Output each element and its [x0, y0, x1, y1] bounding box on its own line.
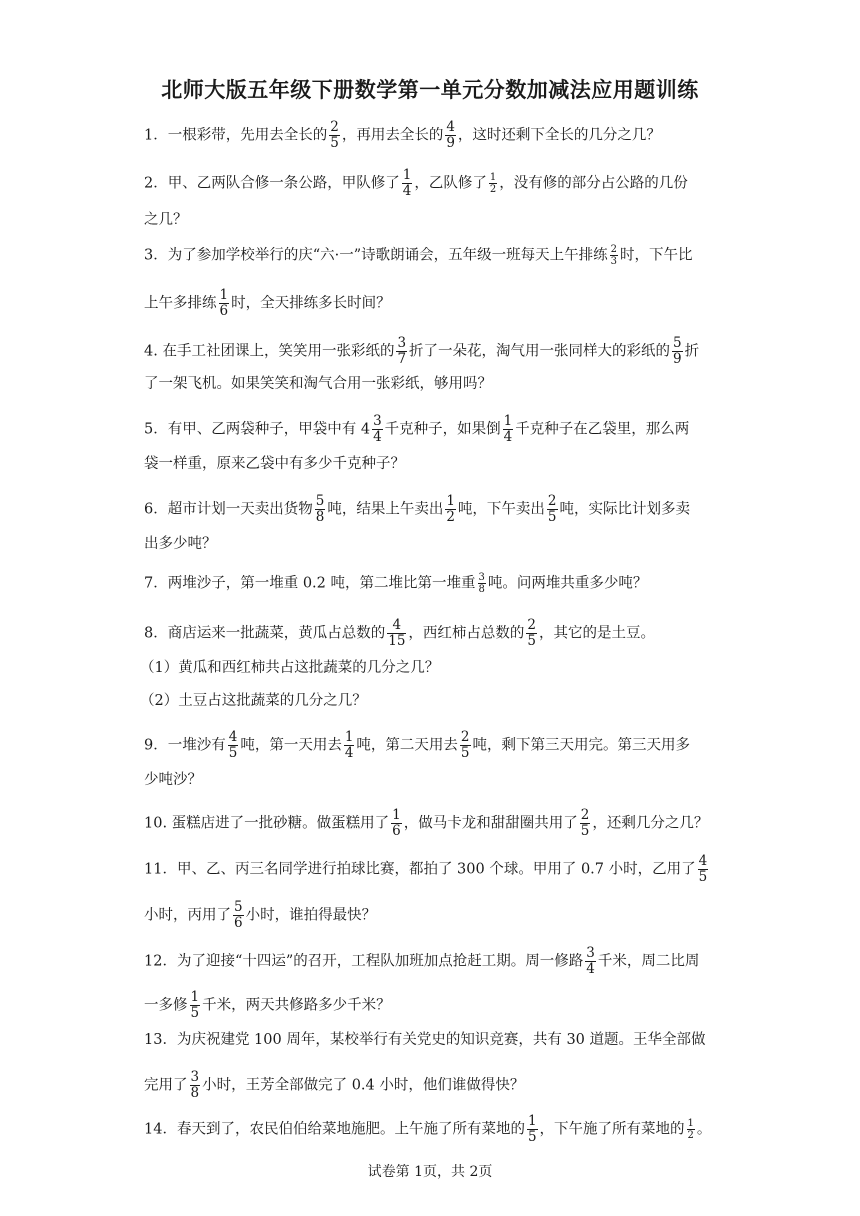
- fraction: [580, 808, 591, 839]
- text-run: 吨，实际比计划多卖: [559, 501, 691, 518]
- denominator: 6: [219, 303, 229, 319]
- denominator: 5: [580, 823, 590, 839]
- fraction: [315, 494, 326, 525]
- fraction: [329, 120, 340, 151]
- problem-6: [144, 494, 722, 525]
- denominator: 4: [586, 961, 595, 977]
- denominator: 4: [402, 183, 412, 199]
- fraction: [387, 618, 406, 649]
- fraction: [344, 730, 355, 761]
- text-run: 一多修: [144, 997, 188, 1014]
- numerator: 1: [190, 989, 200, 1005]
- numerator: 5: [673, 335, 682, 351]
- text-run: 时，下午比: [620, 247, 693, 264]
- denominator: 5: [527, 633, 537, 649]
- numerator: 4: [228, 729, 238, 745]
- numerator: 1: [402, 167, 412, 183]
- denominator: 5: [330, 135, 339, 151]
- problem-12: [144, 946, 722, 977]
- fraction: [219, 288, 230, 319]
- numerator: 3: [397, 335, 407, 351]
- problem-4: [144, 336, 722, 367]
- numerator: 3: [373, 413, 382, 429]
- text-run: 7．两堆沙子，第一堆重 0.2 吨，第二堆比第一堆重: [144, 575, 476, 592]
- fraction: [503, 414, 514, 445]
- text-run: 千米，两天共修路多少千米？: [202, 997, 391, 1014]
- denominator: 6: [392, 823, 401, 839]
- denominator: 4: [373, 429, 382, 445]
- fraction: [585, 946, 596, 977]
- denominator: 5: [527, 1129, 537, 1145]
- page-title: 北师大版五年级下册数学第一单元分数加减法应用题训练: [161, 78, 699, 102]
- text-run: ，其它的是土豆。: [539, 625, 656, 642]
- text-run: 吨，第一天用去: [240, 737, 342, 754]
- problem-9-line-2: 少吨沙？: [144, 772, 202, 788]
- text-run: 折: [684, 343, 700, 360]
- problem-14: [144, 1114, 722, 1145]
- text-run: ，乙队修了: [414, 175, 487, 192]
- text-run: 上午多排练: [144, 295, 217, 312]
- denominator: 8: [478, 584, 485, 595]
- denominator: 5: [190, 1005, 200, 1021]
- page-footer: 试卷第 1页，共 2页: [367, 1164, 493, 1180]
- denominator: 8: [315, 509, 325, 525]
- problem-11-line-2: [144, 900, 722, 931]
- numerator: 2: [527, 617, 537, 633]
- fraction: [460, 730, 471, 761]
- numerator: 1: [219, 287, 229, 303]
- text-run: 吨，结果上午卖出: [327, 501, 444, 518]
- problem-13: 13．为庆祝建党 100 周年，某校举行有关党史的知识竞赛，共有 30 道题。王华全部做: [144, 1032, 706, 1048]
- text-run: ，做马卡龙和甜甜圈共用了: [403, 815, 578, 832]
- denominator: 5: [547, 509, 557, 525]
- denominator: 6: [234, 915, 243, 931]
- numerator: 3: [190, 1069, 200, 1085]
- problem-10: [144, 808, 722, 839]
- problem-8-question-1: （1）黄瓜和西红柿共占这批蔬菜的几分之几？: [140, 660, 440, 676]
- numerator: 3: [478, 572, 485, 583]
- text-run: 折了一朵花，淘气用一张同样大的彩纸的: [409, 343, 671, 360]
- text-run: 。: [696, 1121, 712, 1138]
- numerator: 1: [503, 413, 513, 429]
- numerator: 2: [580, 807, 590, 823]
- numerator: 5: [315, 493, 325, 509]
- numerator: 5: [234, 899, 243, 915]
- numerator: 1: [489, 172, 497, 183]
- text-run: ，再用去全长的: [341, 127, 444, 144]
- denominator: 4: [344, 745, 354, 761]
- numerator: 2: [547, 493, 557, 509]
- denominator: 5: [460, 745, 470, 761]
- denominator: 5: [698, 869, 708, 885]
- numerator: 4: [446, 119, 455, 135]
- text-run: 1．一根彩带，先用去全长的: [144, 127, 328, 144]
- problem-8: [144, 618, 722, 649]
- fraction: [372, 414, 383, 445]
- fraction: [396, 336, 407, 367]
- numerator: 1: [527, 1113, 537, 1129]
- denominator: 7: [397, 351, 407, 367]
- fraction: [402, 168, 413, 199]
- text-run: 3．为了参加学校举行的庆“六·一”诗歌朗诵会，五年级一班每天上午排练: [144, 247, 608, 264]
- denominator: 9: [446, 135, 455, 151]
- denominator: 2: [687, 1130, 694, 1141]
- text-run: 10. 蛋糕店进了一批砂糖。做蛋糕用了: [144, 815, 390, 832]
- problem-3-line-2: [144, 288, 722, 319]
- numerator: 4: [387, 618, 406, 634]
- text-run: ，还剩几分之几？: [592, 815, 709, 832]
- text-run: ，这时还剩下全长的几分之几？: [457, 127, 661, 144]
- text-run: 吨。问两堆共重多少吨？: [487, 575, 648, 592]
- problem-5: [144, 414, 722, 445]
- fraction: [672, 336, 683, 367]
- problem-5-line-2: 袋一样重，原来乙袋中有多少千克种子？: [144, 456, 405, 472]
- problem-2: [144, 168, 722, 199]
- denominator: 3: [610, 256, 618, 267]
- denominator: 2: [489, 184, 497, 195]
- fraction: [527, 1114, 538, 1145]
- denominator: 2: [446, 509, 455, 525]
- problem-8-question-2: （2）土豆占这批蔬菜的几分之几？: [140, 693, 367, 709]
- text-run: 千克种子，如果倒: [384, 421, 501, 438]
- fraction: [445, 494, 456, 525]
- text-run: 12．为了迎接“十四运”的召开，工程队加班加点抢赶工期。周一修路: [144, 953, 584, 970]
- text-run: 完用了: [144, 1077, 188, 1094]
- fraction: [190, 1070, 201, 1101]
- fraction: [489, 172, 497, 195]
- text-run: 2．甲、乙两队合修一条公路，甲队修了: [144, 175, 400, 192]
- fraction: [391, 808, 402, 839]
- problem-12-line-2: [144, 990, 722, 1021]
- numerator: 3: [586, 945, 595, 961]
- text-run: 4. 在手工社团课上，笑笑用一张彩纸的: [144, 343, 395, 360]
- text-run: ，西红柿占总数的: [408, 625, 525, 642]
- fraction: [233, 900, 244, 931]
- denominator: 5: [228, 745, 238, 761]
- fraction: [526, 618, 537, 649]
- numerator: 1: [392, 807, 401, 823]
- problem-2-line-2: 之几？: [144, 212, 188, 228]
- problem-13-line-2: [144, 1070, 722, 1101]
- numerator: 1: [446, 493, 455, 509]
- denominator: 9: [673, 351, 682, 367]
- fraction: [547, 494, 558, 525]
- fraction: [610, 244, 618, 267]
- numerator: 2: [610, 244, 618, 255]
- text-run: 9．一堆沙有: [144, 737, 226, 754]
- text-run: ，没有修的部分占公路的几份: [499, 175, 688, 192]
- numerator: 2: [460, 729, 470, 745]
- text-run: 小时，丙用了: [144, 907, 231, 924]
- fraction: [190, 990, 201, 1021]
- problem-11: [144, 854, 722, 885]
- denominator: 15: [388, 633, 406, 649]
- text-run: 吨，下午卖出: [457, 501, 545, 518]
- numerator: 2: [330, 119, 339, 135]
- text-run: 千克种子在乙袋里，那么两: [515, 421, 690, 438]
- numerator: 1: [344, 729, 354, 745]
- fraction: [478, 572, 486, 595]
- problem-9: [144, 730, 722, 761]
- text-run: 时，全天排练多长时间？: [231, 295, 391, 312]
- problem-1: [144, 120, 722, 151]
- text-run: 14．春天到了，农民伯伯给菜地施肥。上午施了所有菜地的: [144, 1121, 525, 1138]
- fraction: [445, 120, 456, 151]
- text-run: 千米，周二比周: [597, 953, 700, 970]
- problem-6-line-2: 出多少吨？: [144, 536, 217, 552]
- fraction: [698, 854, 709, 885]
- text-run: 小时，谁拍得最快？: [245, 907, 377, 924]
- fraction: [687, 1118, 695, 1141]
- fraction: [228, 730, 239, 761]
- numerator: 1: [687, 1118, 694, 1129]
- text-run: 小时，王芳全部做完了 0.4 小时，他们谁做得快？: [202, 1077, 525, 1094]
- denominator: 8: [190, 1085, 200, 1101]
- problem-3: [144, 244, 722, 267]
- text-run: 8．商店运来一批蔬菜，黄瓜占总数的: [144, 625, 386, 642]
- text-run: 6．超市计划一天卖出货物: [144, 501, 313, 518]
- denominator: 4: [503, 429, 513, 445]
- text-run: 吨，第二天用去: [356, 737, 458, 754]
- problem-4-line-2: 了一架飞机。如果笑笑和淘气合用一张彩纸，够用吗？: [144, 376, 492, 392]
- text-run: 吨，剩下第三天用完。第三天用多: [472, 737, 691, 754]
- text-run: 5．有甲、乙两袋种子，甲袋中有 4: [144, 421, 371, 438]
- text-run: 11．甲、乙、丙三名同学进行拍球比赛，都拍了 300 个球。甲用了 0.7 小时，乙用了: [144, 861, 696, 878]
- problem-7: [144, 572, 722, 595]
- numerator: 4: [698, 853, 708, 869]
- text-run: ，下午施了所有菜地的: [539, 1121, 685, 1138]
